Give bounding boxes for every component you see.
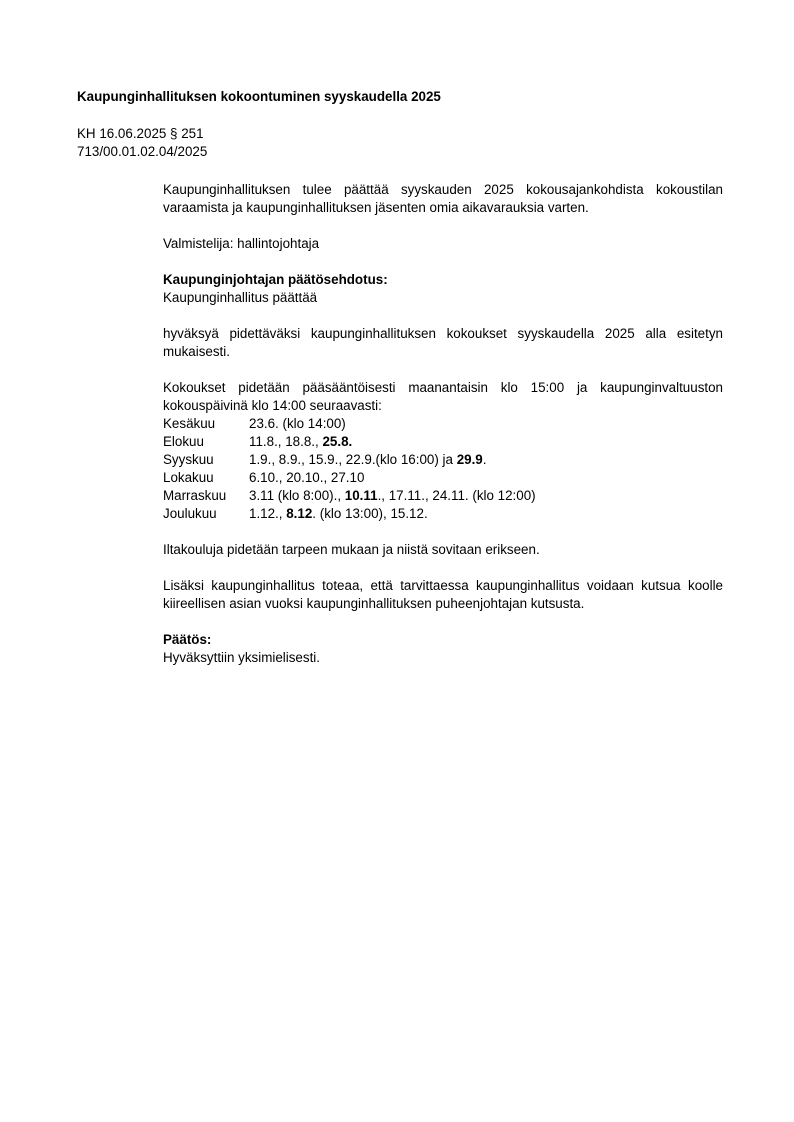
proposal-heading: Kaupunginjohtajan päätösehdotus:	[163, 272, 388, 287]
schedule-row	[163, 505, 723, 523]
schedule-dates	[249, 451, 486, 469]
schedule-dates	[249, 433, 352, 451]
meeting-date-text: .	[482, 452, 487, 467]
schedule-dates	[249, 469, 364, 487]
schedule-month: Joulukuu	[163, 506, 217, 521]
preparer-line: Valmistelija: hallintojohtaja	[163, 236, 320, 251]
meeting-date-text: 1.12.,	[249, 506, 287, 521]
diary-number: 713/00.01.02.04/2025	[77, 144, 208, 159]
meeting-date-text: 3.11 (klo 8:00).,	[249, 488, 345, 503]
evening-school-paragraph: Iltakouluja pidetään tarpeen mukaan ja niistä sovitaan erikseen.	[163, 542, 540, 557]
schedule-month: Elokuu	[163, 434, 204, 449]
council-meeting-date: 29.9	[456, 452, 483, 467]
decision-text: Hyväksyttiin yksimielisesti.	[163, 650, 320, 665]
schedule-intro: Kokoukset pidetään pääsääntöisesti maanantaisin klo 15:00 ja kaupunginvaltuuston kokouspäivinä klo 14:00 seuraavasti:	[163, 380, 723, 413]
schedule-month: Lokakuu	[163, 470, 214, 485]
schedule-row	[163, 415, 723, 433]
schedule-row	[163, 469, 723, 487]
intro-paragraph: Kaupunginhallituksen tulee päättää syyskauden 2025 kokousajankohdista kokoustilan varaamista ja kaupunginhallituksen jäsenten omia aikavarauksia varten.	[163, 182, 723, 215]
schedule-row	[163, 433, 723, 451]
meeting-date-text: . (klo 13:00), 15.12.	[312, 506, 428, 521]
document-reference	[77, 125, 207, 161]
proposal-lead: Kaupunginhallitus päättää	[163, 290, 318, 305]
schedule-month: Syyskuu	[163, 452, 214, 467]
schedule-dates	[249, 505, 428, 523]
meeting-date-text: ., 17.11., 24.11. (klo 12:00)	[377, 488, 536, 503]
document-title: Kaupunginhallituksen kokoontuminen syyskaudella 2025	[77, 89, 441, 104]
meeting-date-text: 23.6. (klo 14:00)	[249, 416, 346, 431]
council-meeting-date: 10.11	[344, 488, 378, 503]
meeting-date-text: 11.8., 18.8.,	[249, 434, 323, 449]
schedule-month: Kesäkuu	[163, 416, 216, 431]
schedule-row	[163, 487, 723, 505]
decision-heading: Päätös:	[163, 632, 212, 647]
additional-paragraph: Lisäksi kaupunginhallitus toteaa, että tarvittaessa kaupunginhallitus voidaan kutsua koolle kiireellisen asian vuoksi kaupunginhallituksen puheenjohtajan kutsusta.	[163, 578, 723, 611]
meeting-schedule	[163, 415, 723, 523]
document-body	[163, 181, 723, 685]
schedule-dates	[249, 415, 346, 433]
schedule-dates	[249, 487, 536, 505]
meeting-reference: KH 16.06.2025 § 251	[77, 126, 204, 141]
council-meeting-date: 25.8.	[322, 434, 353, 449]
meeting-date-text: 6.10., 20.10., 27.10	[249, 470, 365, 485]
proposal-text: hyväksyä pidettäväksi kaupunginhallituksen kokoukset syyskaudella 2025 alla esitetyn mukaisesti.	[163, 326, 723, 359]
council-meeting-date: 8.12	[286, 506, 313, 521]
schedule-month: Marraskuu	[163, 488, 227, 503]
meeting-date-text: 1.9., 8.9., 15.9., 22.9.(klo 16:00) ja	[249, 452, 457, 467]
schedule-row	[163, 451, 723, 469]
